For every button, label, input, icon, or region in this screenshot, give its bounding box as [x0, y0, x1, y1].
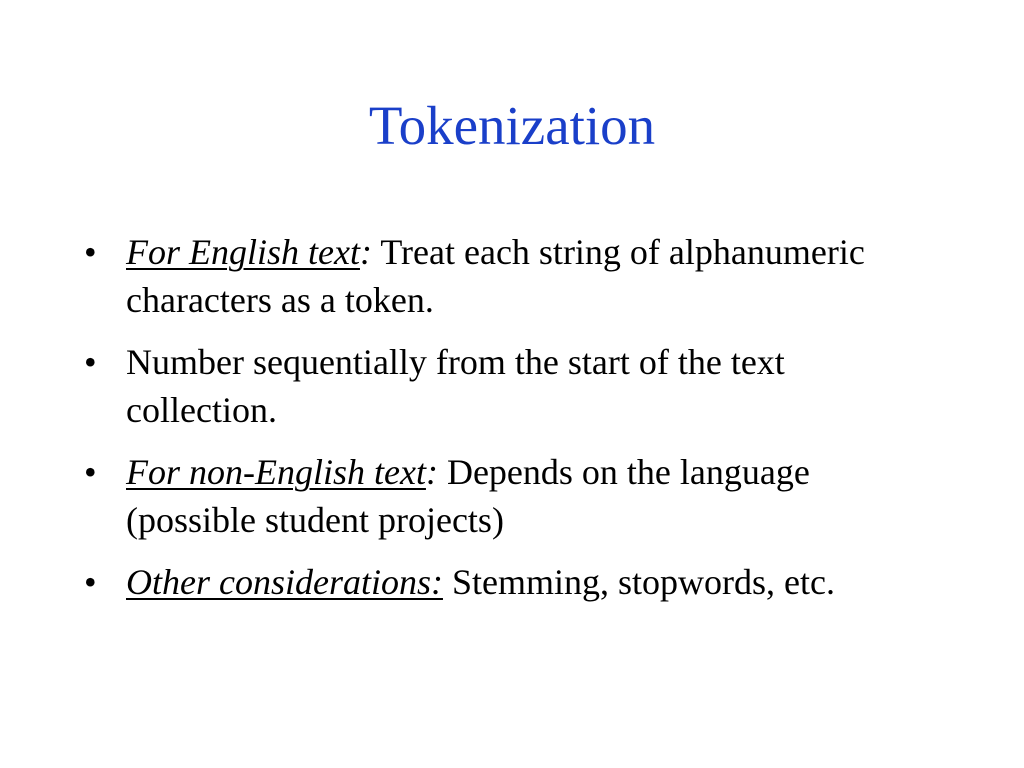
bullet-lead-phrase: Other considerations: — [126, 562, 443, 602]
bullet-text: Stemming, stopwords, etc. — [442, 562, 835, 602]
bullet-dot-icon: • — [84, 562, 97, 602]
bullet-lead — [126, 562, 443, 602]
bullet-item-english-text — [84, 228, 914, 324]
bullet-dot-icon: • — [84, 342, 97, 382]
bullet-list — [84, 228, 914, 620]
slide-title: Tokenization — [368, 95, 656, 156]
bullet-text: Number sequentially from the start of the text collection. — [126, 342, 785, 430]
bullet-text: Treat each string of alphanumeric characters as a token. — [126, 232, 865, 320]
bullet-lead-suffix: : — [359, 232, 372, 272]
bullet-item-non-english-text — [84, 448, 914, 544]
bullet-item-number-sequentially — [84, 338, 914, 434]
bullet-lead — [126, 452, 438, 492]
bullet-lead-phrase: For non-English text — [126, 452, 426, 492]
bullet-dot-icon: • — [84, 232, 97, 272]
bullet-lead-suffix: : — [425, 452, 438, 492]
bullet-lead — [126, 232, 372, 272]
bullet-text: Depends on the language (possible student projects) — [126, 452, 810, 540]
bullet-dot-icon: • — [84, 452, 97, 492]
bullet-item-other-considerations — [84, 558, 914, 606]
bullet-lead-phrase: For English text — [126, 232, 360, 272]
